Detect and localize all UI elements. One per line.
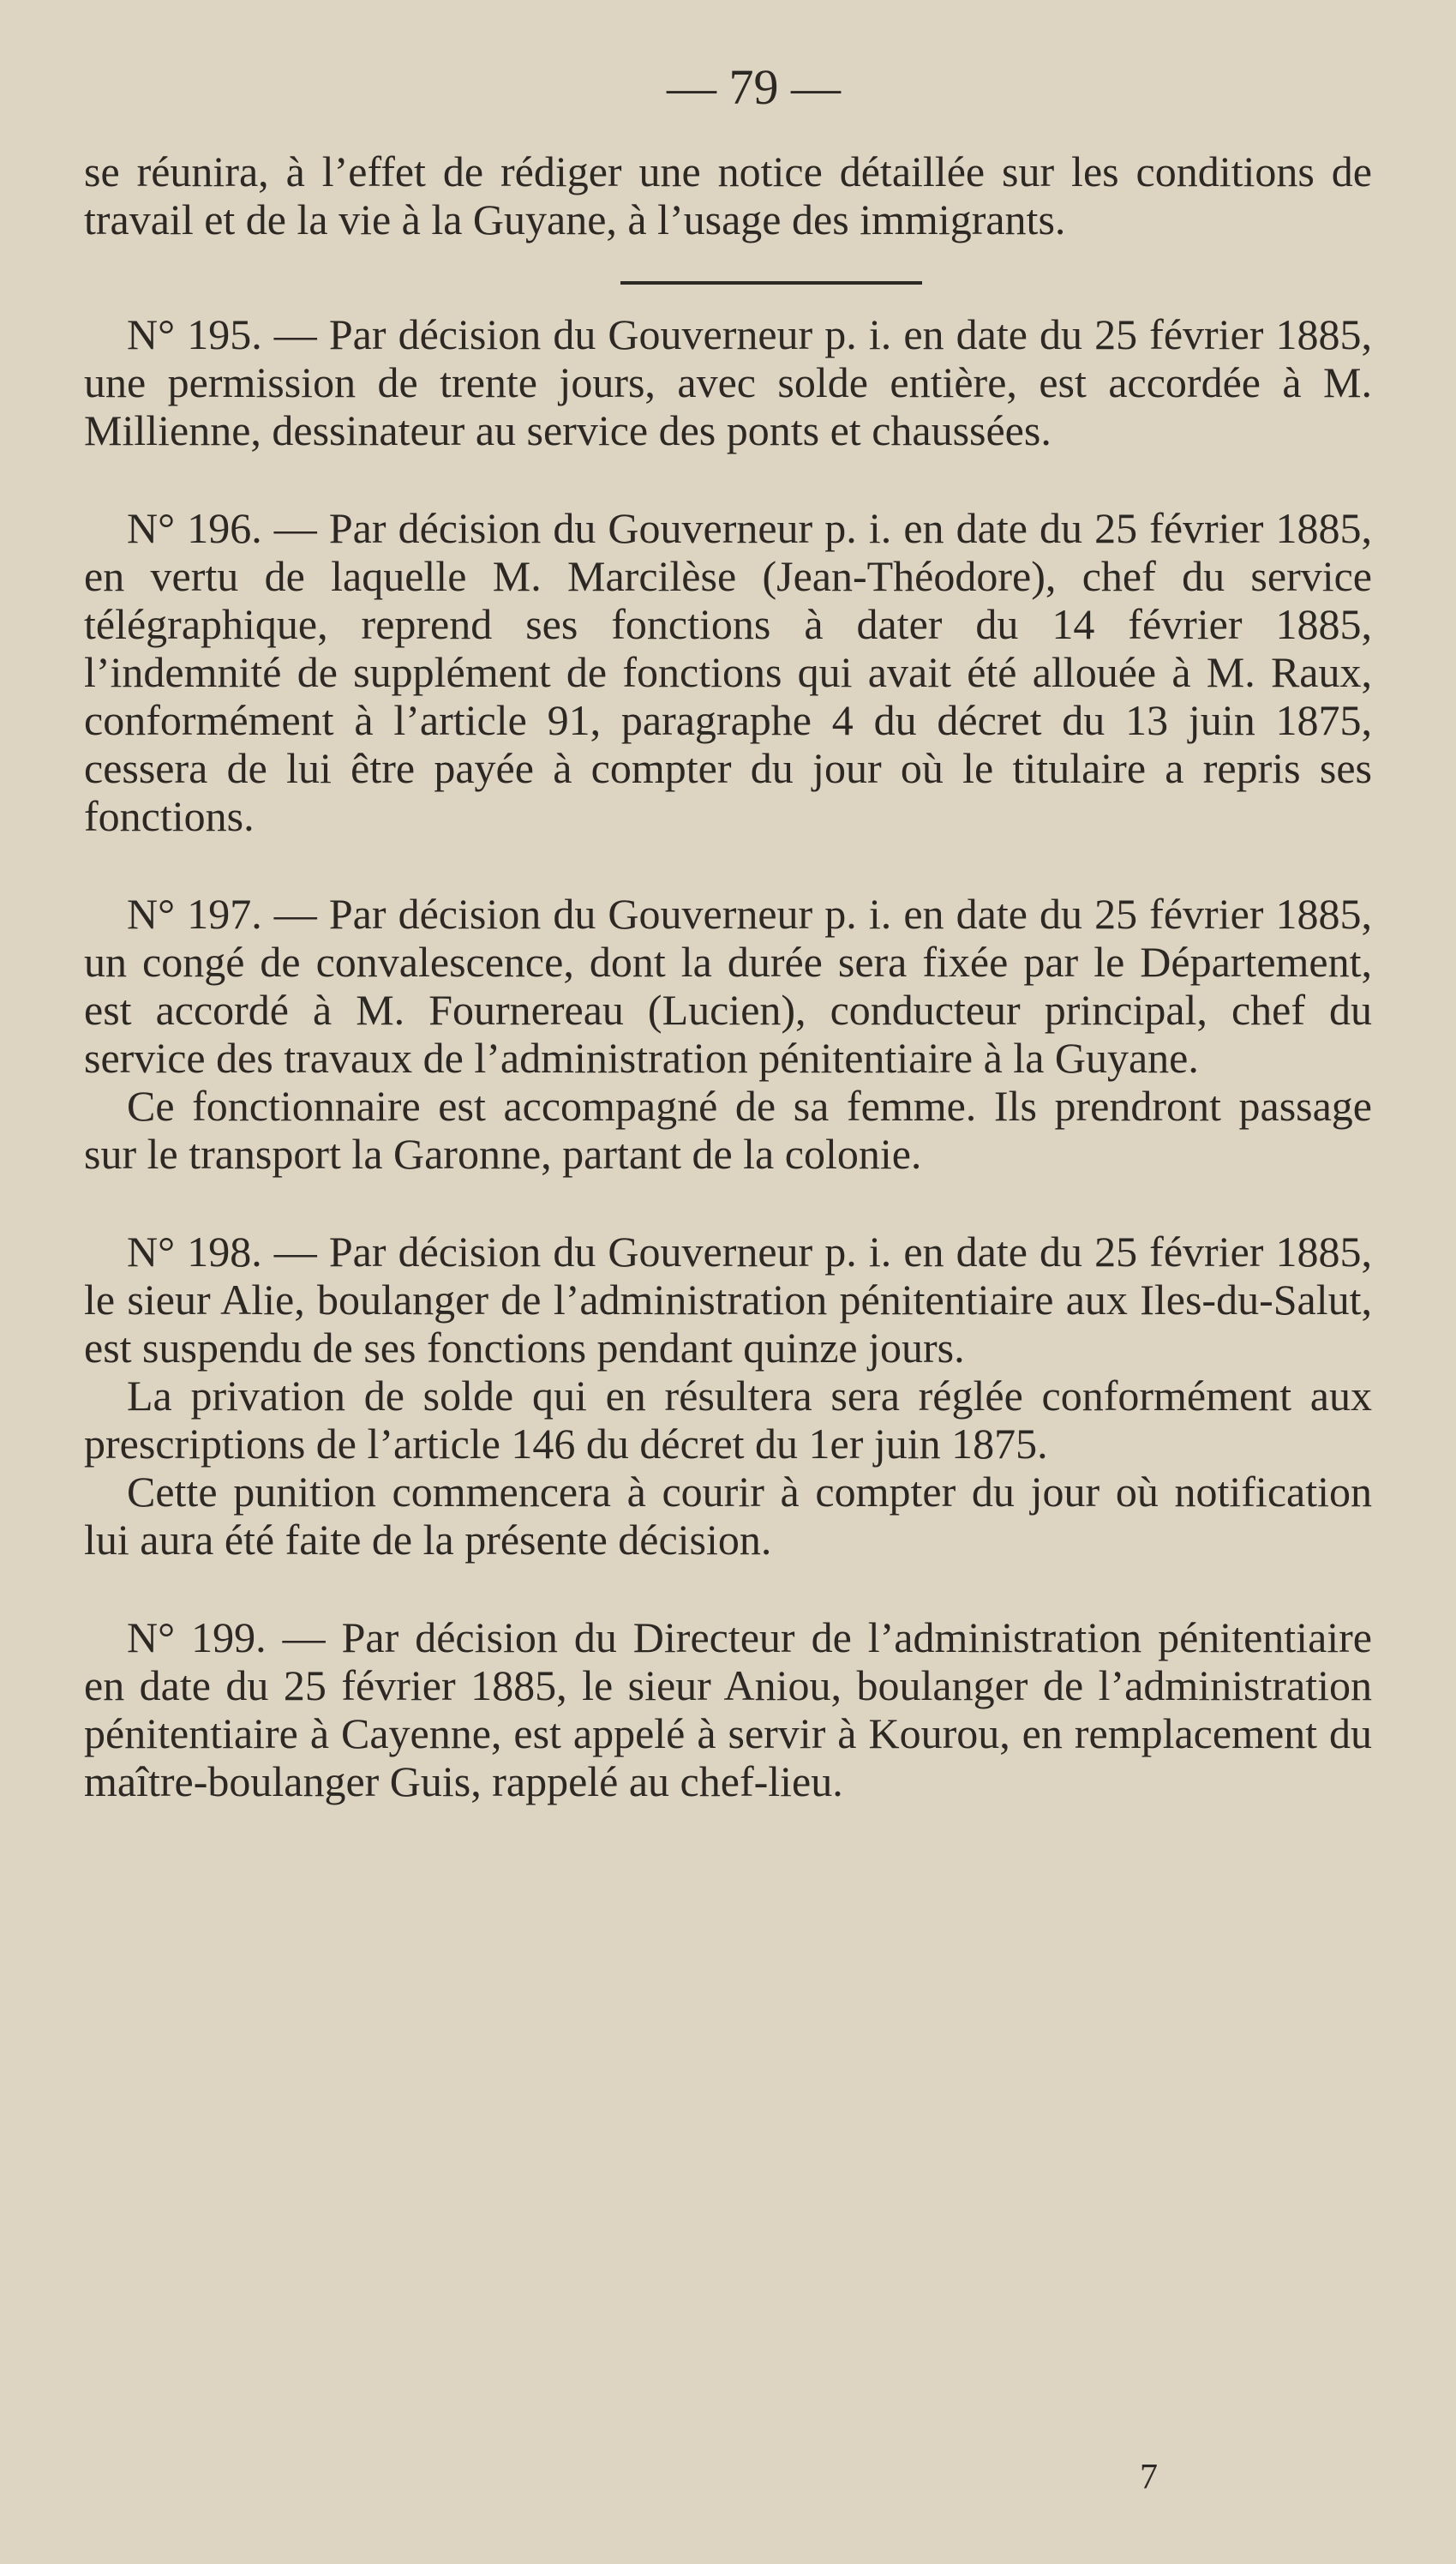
decision-entry-198 [84,1228,1372,1564]
entry-paragraph: N° 196. — Par décision du Gouverneur p. i. en date du 25 février 1885, en vertu de laquelle M. Marcilèse (Jean-Théodore), chef du service télégraphique, reprend ses fonctions à dater du 14 février 1885, l’indemnité de supplément de fonctions qui avait été allouée à M. Raux, conformément à l’article 91, paragraphe 4 du décret du 13 juin 1875, cessera de lui être payée à compter du jour où le titulaire a repris ses fonctions. [84,504,1372,840]
decision-entry-196 [84,504,1372,840]
entry-paragraph: N° 197. — Par décision du Gouverneur p. i. en date du 25 février 1885, un congé de convalescence, dont la durée sera fixée par le Département, est accordé à M. Fournereau (Lucien), conducteur principal, chef du service des travaux de l’administration pénitentiaire à la Guyane. [84,890,1372,1082]
page-number: — 79 — [667,59,841,115]
decision-entry-195 [84,310,1372,454]
section-divider [620,281,922,285]
entry-paragraph: Cette punition commencera à courir à compter du jour où notification lui aura été faite de la présente décision. [84,1468,1372,1564]
decision-entry-197 [84,890,1372,1178]
entry-paragraph: Ce fonctionnaire est accompagné de sa femme. Ils prendront passage sur le transport la Garonne, partant de la colonie. [84,1082,1372,1178]
entry-paragraph: N° 199. — Par décision du Directeur de l’administration pénitentiaire en date du 25 février 1885, le sieur Aniou, boulanger de l’administration pénitentiaire à Cayenne, est appelé à servir à Kourou, en remplacement du maître-boulanger Guis, rappelé au chef-lieu. [84,1613,1372,1805]
intro-section [84,147,1372,243]
entry-paragraph: N° 198. — Par décision du Gouverneur p. i. en date du 25 février 1885, le sieur Alie, boulanger de l’administration pénitentiaire aux Iles-du-Salut, est suspendu de ses fonctions pendant quinze jours. [84,1228,1372,1372]
decision-entry-199 [84,1613,1372,1805]
entry-paragraph: La privation de solde qui en résultera sera réglée conformément aux prescriptions de l’article 146 du décret du 1er juin 1875. [84,1372,1372,1468]
entry-paragraph: N° 195. — Par décision du Gouverneur p. i. en date du 25 février 1885, une permission de trente jours, avec solde entière, est accordée à M. Millienne, dessinateur au service des ponts et chaussées. [84,310,1372,454]
signature-mark: 7 [1140,2458,1158,2497]
intro-paragraph: se réunira, à l’effet de rédiger une notice détaillée sur les conditions de travail et de la vie à la Guyane, à l’usage des immigrants. [84,147,1372,243]
